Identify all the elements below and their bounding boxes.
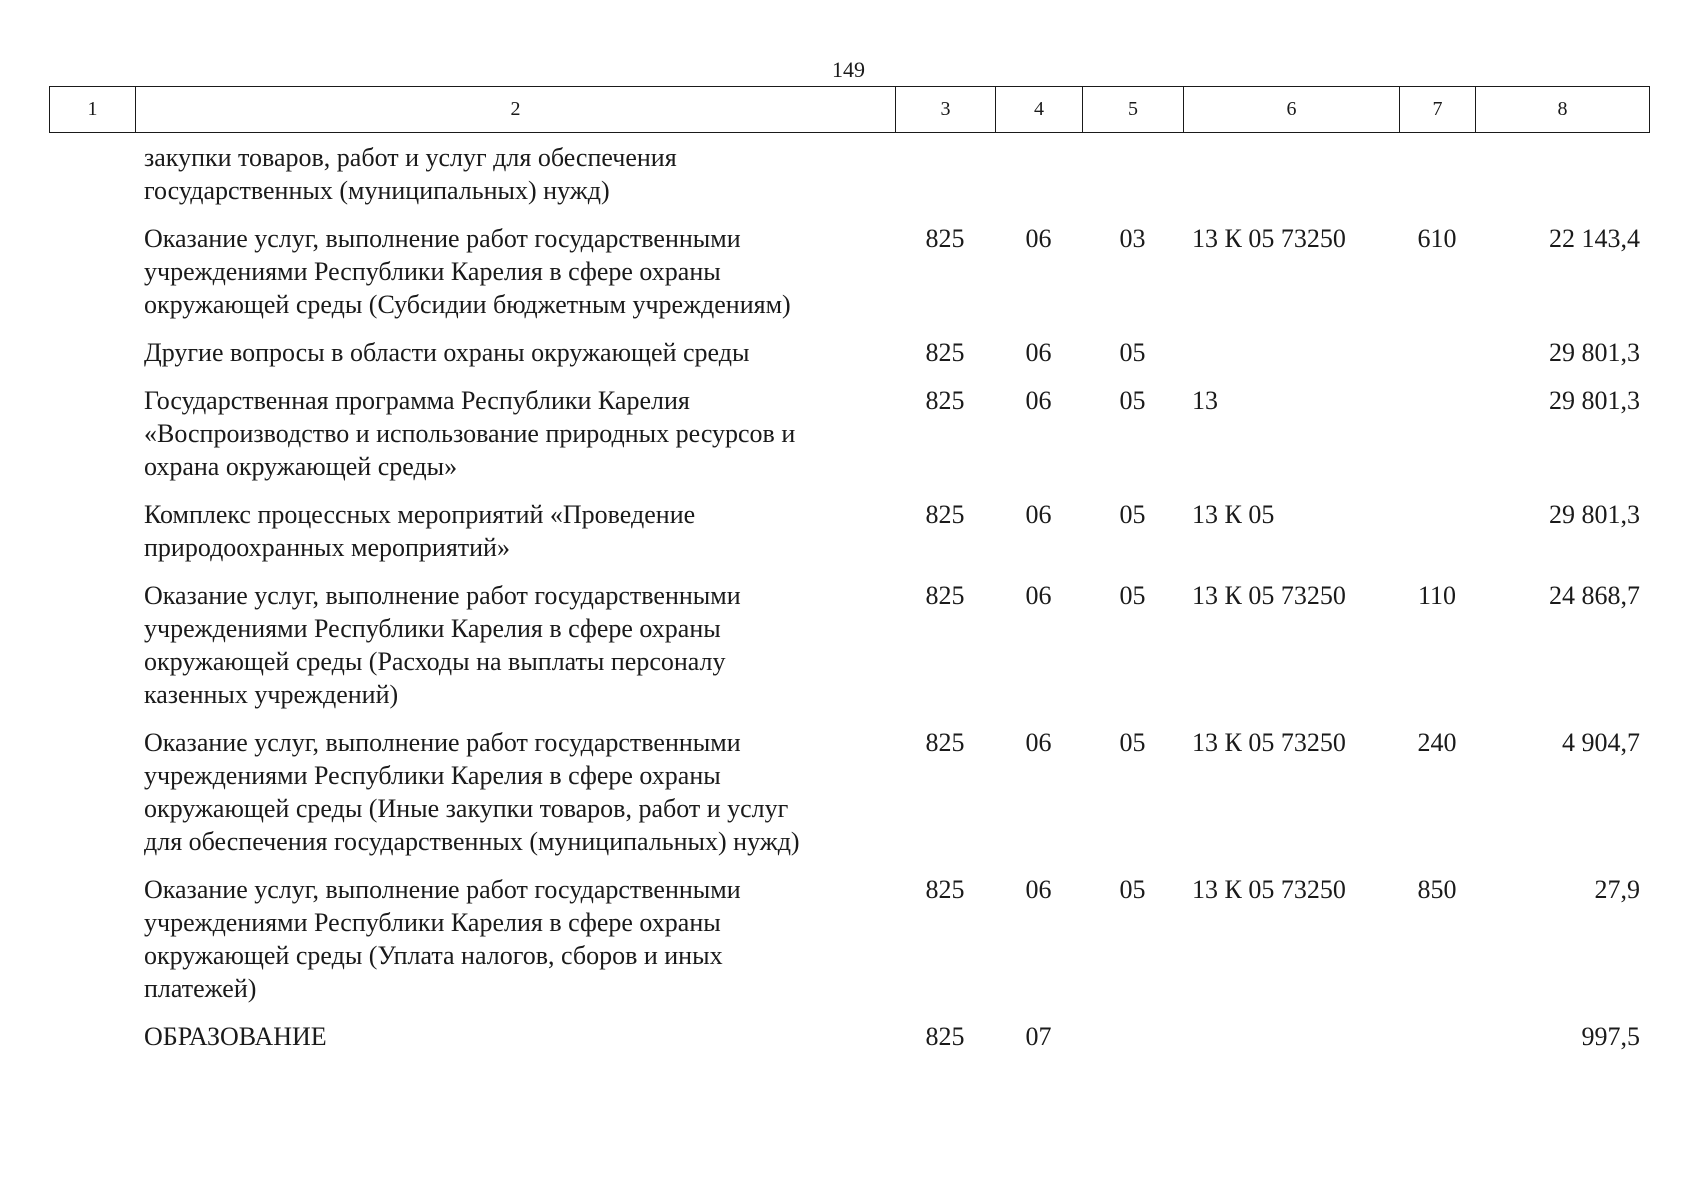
row-sum: 29 801,3 [1549, 338, 1640, 367]
budget-table [49, 141, 1649, 1053]
row-ved [895, 141, 995, 207]
table-row [49, 207, 1649, 321]
row-pr: 05 [1119, 386, 1146, 415]
row-vr [1399, 1005, 1475, 1053]
column-header-table [49, 86, 1650, 133]
row-ved: 825 [925, 728, 965, 757]
row-sum: 4 904,7 [1562, 728, 1640, 757]
row-sum: 29 801,3 [1549, 500, 1640, 529]
row-pr: 05 [1119, 728, 1146, 757]
row-pr: 05 [1119, 338, 1146, 367]
row-description: Оказание услуг, выполнение работ государственными учреждениями Республики Карелия в сфере охраны окружающей среды (Расходы на выплаты персоналу казенных учреждений) [144, 581, 741, 709]
row-vr: 110 [1417, 581, 1457, 610]
column-header-8: 8 [1476, 87, 1650, 133]
row-rz: 06 [1025, 500, 1052, 529]
row-csr: 13 К 05 73250 [1192, 224, 1346, 253]
row-rz: 06 [1025, 581, 1052, 610]
row-description: Государственная программа Республики Карелия «Воспроизводство и использование природных ресурсов и охрана окружающей среды» [144, 386, 796, 481]
row-description: Комплекс процессных мероприятий «Проведение природоохранных мероприятий» [144, 500, 696, 562]
row-vr [1399, 369, 1475, 483]
row-rz [995, 141, 1082, 207]
row-vr [1399, 141, 1475, 207]
row-csr: 13 К 05 [1192, 500, 1275, 529]
row-sum: 24 868,7 [1549, 581, 1640, 610]
row-csr [1183, 321, 1399, 369]
table-row [49, 711, 1649, 858]
row-csr: 13 К 05 73250 [1192, 728, 1346, 757]
column-header-7: 7 [1400, 87, 1476, 133]
row-csr: 13 К 05 73250 [1192, 875, 1346, 904]
row-ved: 825 [925, 500, 965, 529]
row-csr [1183, 1005, 1399, 1053]
row-sum [1475, 141, 1649, 207]
row-rz: 06 [1025, 386, 1052, 415]
row-vr [1399, 483, 1475, 564]
row-vr [1399, 321, 1475, 369]
column-header-1: 1 [50, 87, 136, 133]
column-number-row [50, 87, 1650, 133]
row-ved: 825 [925, 1022, 965, 1051]
row-pr [1082, 1005, 1183, 1053]
table-row [49, 369, 1649, 483]
row-csr: 13 К 05 73250 [1192, 581, 1346, 610]
row-sum: 29 801,3 [1549, 386, 1640, 415]
row-sum: 27,9 [1594, 875, 1640, 904]
table-row [49, 321, 1649, 369]
row-ved: 825 [925, 875, 965, 904]
row-description: закупки товаров, работ и услуг для обеспечения государственных (муниципальных) нужд) [144, 143, 677, 205]
row-pr: 05 [1119, 581, 1146, 610]
row-description: ОБРАЗОВАНИЕ [144, 1022, 327, 1051]
row-ved: 825 [925, 224, 965, 253]
table-row [49, 858, 1649, 1005]
column-header-2: 2 [136, 87, 896, 133]
row-pr [1082, 141, 1183, 207]
column-header-6: 6 [1184, 87, 1400, 133]
row-vr: 850 [1417, 875, 1457, 904]
page-number: 149 [832, 57, 865, 82]
row-pr: 05 [1119, 875, 1146, 904]
column-header-3: 3 [896, 87, 996, 133]
table-row [49, 483, 1649, 564]
row-pr: 05 [1119, 500, 1146, 529]
row-sum: 997,5 [1581, 1022, 1640, 1051]
row-ved: 825 [925, 338, 965, 367]
row-vr: 240 [1417, 728, 1457, 757]
row-vr: 610 [1417, 224, 1457, 253]
row-description: Оказание услуг, выполнение работ государственными учреждениями Республики Карелия в сфере охраны окружающей среды (Уплата налогов, сборов и иных платежей) [144, 875, 741, 1003]
row-description: Другие вопросы в области охраны окружающей среды [144, 338, 750, 367]
row-description: Оказание услуг, выполнение работ государственными учреждениями Республики Карелия в сфере охраны окружающей среды (Иные закупки товаров, работ и услуг для обеспечения государственных (муниципальных) нужд) [144, 728, 800, 856]
column-header-4: 4 [996, 87, 1083, 133]
table-row [49, 1005, 1649, 1053]
column-header-5: 5 [1083, 87, 1184, 133]
row-pr: 03 [1119, 224, 1146, 253]
row-rz: 06 [1025, 224, 1052, 253]
row-rz: 06 [1025, 875, 1052, 904]
row-ved: 825 [925, 386, 965, 415]
row-rz: 06 [1025, 728, 1052, 757]
table-row [49, 564, 1649, 711]
table-row [49, 141, 1649, 207]
row-sum: 22 143,4 [1549, 224, 1640, 253]
row-csr [1183, 141, 1399, 207]
row-rz: 06 [1025, 338, 1052, 367]
row-description: Оказание услуг, выполнение работ государственными учреждениями Республики Карелия в сфере охраны окружающей среды (Субсидии бюджетным учреждениям) [144, 224, 791, 319]
row-ved: 825 [925, 581, 965, 610]
row-rz: 07 [1025, 1022, 1052, 1051]
row-csr: 13 [1192, 386, 1218, 415]
